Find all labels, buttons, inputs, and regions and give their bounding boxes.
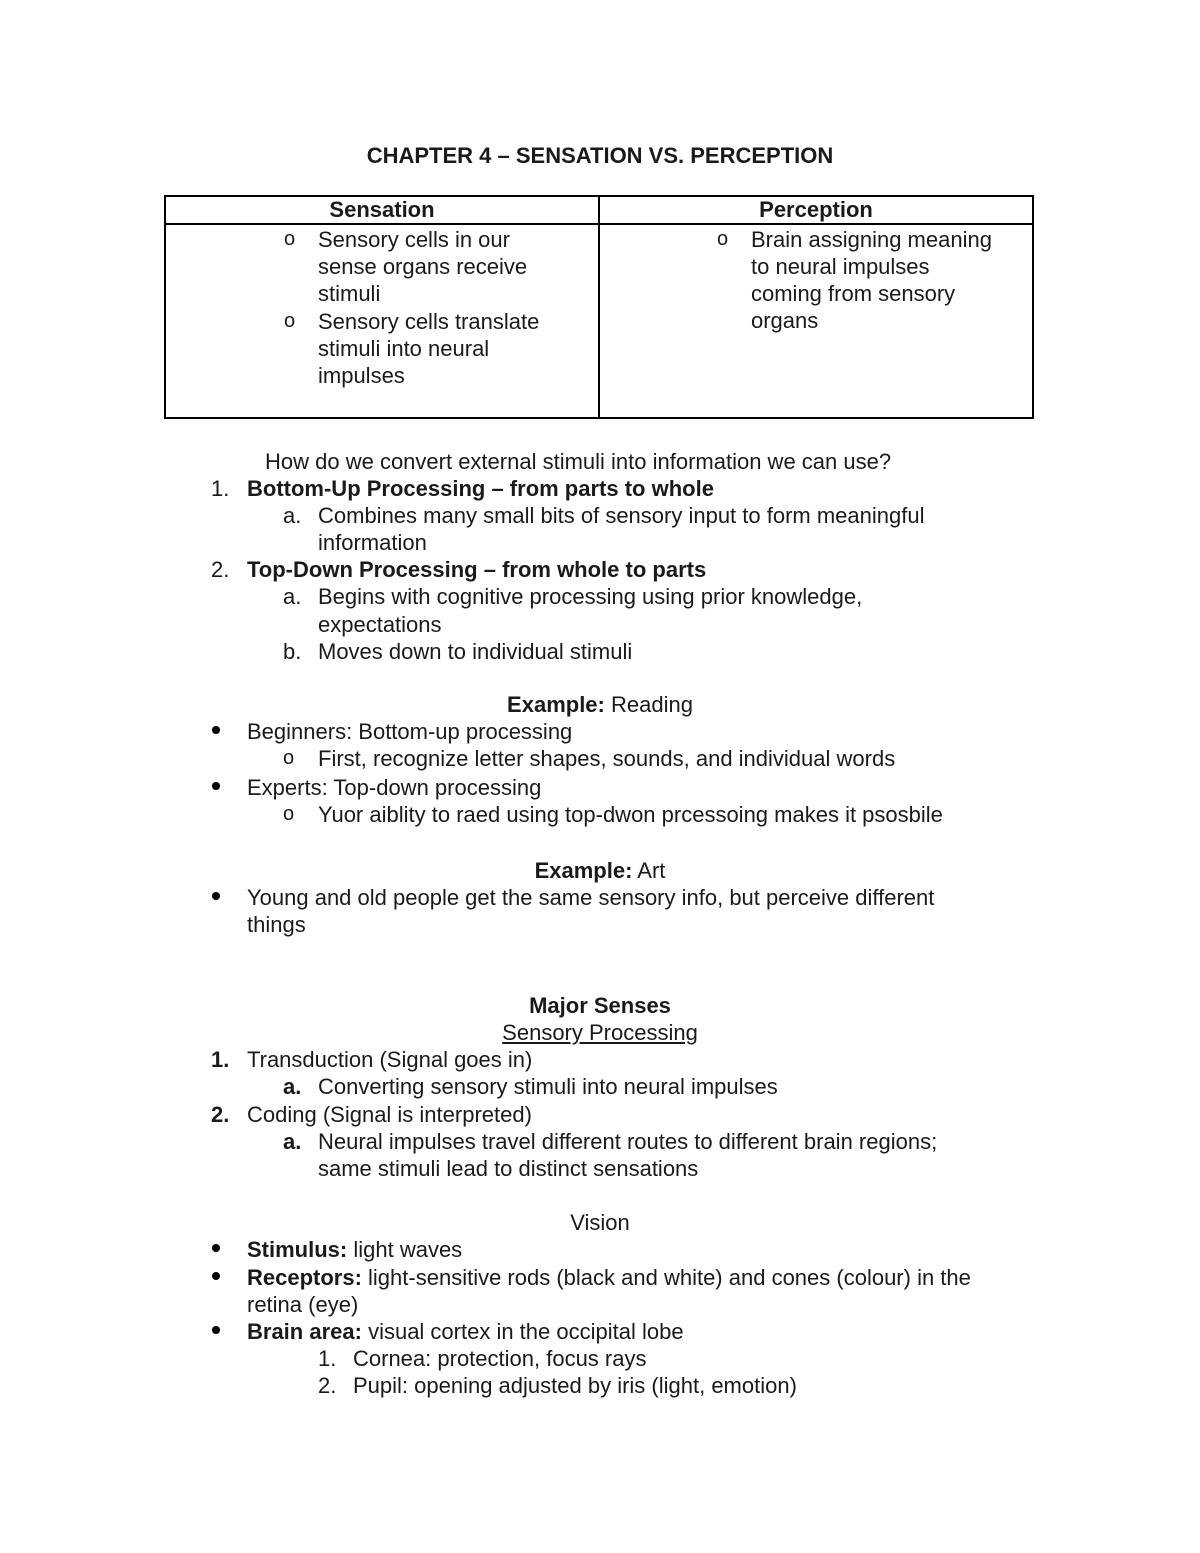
hollow-bullet-icon: o bbox=[284, 310, 296, 332]
example-reading-heading bbox=[0, 691, 1200, 718]
hollow-bullet-icon: o bbox=[283, 747, 295, 769]
list-letter: a. bbox=[283, 1129, 302, 1154]
bullet-icon bbox=[212, 726, 220, 734]
list-item: Pupil: opening adjusted by iris (light, emotion) bbox=[353, 1373, 797, 1398]
table-header-row bbox=[165, 196, 1033, 224]
list-number: 1. bbox=[211, 1047, 230, 1072]
major-senses-heading: Major Senses bbox=[529, 993, 671, 1018]
list-number: 2. bbox=[211, 557, 230, 582]
example-label: Example: bbox=[534, 858, 633, 883]
page-title: CHAPTER 4 – SENSATION VS. PERCEPTION bbox=[366, 143, 834, 168]
example-value: Art bbox=[632, 858, 666, 883]
hollow-bullet-icon: o bbox=[717, 228, 729, 250]
bullet-icon bbox=[212, 892, 220, 900]
item-label: Receptors: bbox=[247, 1265, 362, 1290]
list-letter: a. bbox=[283, 584, 302, 609]
item-value: visual cortex in the occipital lobe bbox=[361, 1319, 684, 1344]
question-text: How do we convert external stimuli into information we can use? bbox=[265, 449, 892, 474]
example-value: Reading bbox=[604, 692, 693, 717]
list-item-line: retina (eye) bbox=[247, 1292, 359, 1317]
header-sensation: Sensation bbox=[165, 196, 599, 224]
list-item-line: Sensory cells translate bbox=[318, 309, 540, 334]
perception-item bbox=[751, 226, 992, 334]
header-perception: Perception bbox=[599, 196, 1033, 224]
table-body-row bbox=[165, 224, 1033, 418]
bullet-icon bbox=[212, 1326, 220, 1334]
list-number: 1. bbox=[318, 1346, 337, 1371]
list-item bbox=[247, 1318, 684, 1345]
list-item: Transduction (Signal goes in) bbox=[247, 1047, 533, 1072]
list-item-line: impulses bbox=[318, 363, 405, 388]
example-label: Example: bbox=[507, 692, 605, 717]
hollow-bullet-icon: o bbox=[284, 228, 296, 250]
comparison-table bbox=[164, 195, 1034, 419]
example-art-heading bbox=[0, 857, 1200, 884]
list-number: 2. bbox=[318, 1373, 337, 1398]
sensation-item bbox=[318, 226, 527, 307]
item-label: Stimulus: bbox=[247, 1237, 348, 1262]
list-letter: a. bbox=[283, 1074, 302, 1099]
list-item-line: information bbox=[318, 530, 427, 555]
list-item: Experts: Top-down processing bbox=[247, 775, 542, 800]
hollow-bullet-icon: o bbox=[283, 803, 295, 825]
item-value: light waves bbox=[347, 1237, 463, 1262]
sensory-processing-subheading bbox=[0, 1019, 1200, 1046]
list-item-line: Begins with cognitive processing using prior knowledge, bbox=[318, 584, 863, 609]
list-item-line: expectations bbox=[318, 612, 442, 637]
list-item: Coding (Signal is interpreted) bbox=[247, 1102, 532, 1127]
list-item-line: coming from sensory bbox=[751, 281, 956, 306]
list-item-line: Neural impulses travel different routes to different brain regions; bbox=[318, 1129, 938, 1154]
sensation-item bbox=[318, 308, 539, 389]
bottom-up-heading: Bottom-Up Processing – from parts to whole bbox=[247, 476, 714, 501]
list-item-line: Moves down to individual stimuli bbox=[318, 639, 633, 664]
list-letter: a. bbox=[283, 503, 302, 528]
list-item-line: organs bbox=[751, 308, 819, 333]
subheading-text: Sensory Processing bbox=[502, 1020, 698, 1045]
list-item bbox=[247, 1264, 971, 1291]
list-item-line: Combines many small bits of sensory input to form meaningful bbox=[318, 503, 925, 528]
vision-heading: Vision bbox=[570, 1210, 630, 1235]
list-item: First, recognize letter shapes, sounds, and individual words bbox=[318, 746, 896, 771]
bullet-icon bbox=[212, 782, 220, 790]
list-number: 2. bbox=[211, 1102, 230, 1127]
bullet-icon bbox=[212, 1272, 220, 1280]
list-item-line: stimuli bbox=[318, 281, 381, 306]
list-item-line: same stimuli lead to distinct sensations bbox=[318, 1156, 699, 1181]
list-letter: b. bbox=[283, 639, 302, 664]
list-item: Yuor aiblity to raed using top-dwon prcessoing makes it psosbile bbox=[318, 802, 943, 827]
list-item: Beginners: Bottom-up processing bbox=[247, 719, 573, 744]
perception-cell bbox=[599, 224, 1033, 418]
list-item-line: sense organs receive bbox=[318, 254, 528, 279]
list-item-line: things bbox=[247, 912, 306, 937]
list-item-line: to neural impulses bbox=[751, 254, 930, 279]
list-item bbox=[247, 1236, 462, 1263]
list-item-line: Brain assigning meaning bbox=[751, 227, 992, 252]
list-item-line: Sensory cells in our bbox=[318, 227, 510, 252]
item-value: light-sensitive rods (black and white) and cones (colour) in the bbox=[361, 1265, 971, 1290]
list-item: Cornea: protection, focus rays bbox=[353, 1346, 647, 1371]
list-item-line: Young and old people get the same sensory info, but perceive different bbox=[247, 885, 935, 910]
list-item-line: stimuli into neural bbox=[318, 336, 490, 361]
sensation-cell bbox=[165, 224, 599, 418]
item-label: Brain area: bbox=[247, 1319, 362, 1344]
top-down-heading: Top-Down Processing – from whole to parts bbox=[247, 557, 707, 582]
bullet-icon bbox=[212, 1244, 220, 1252]
list-item-line: Converting sensory stimuli into neural impulses bbox=[318, 1074, 778, 1099]
list-number: 1. bbox=[211, 476, 230, 501]
